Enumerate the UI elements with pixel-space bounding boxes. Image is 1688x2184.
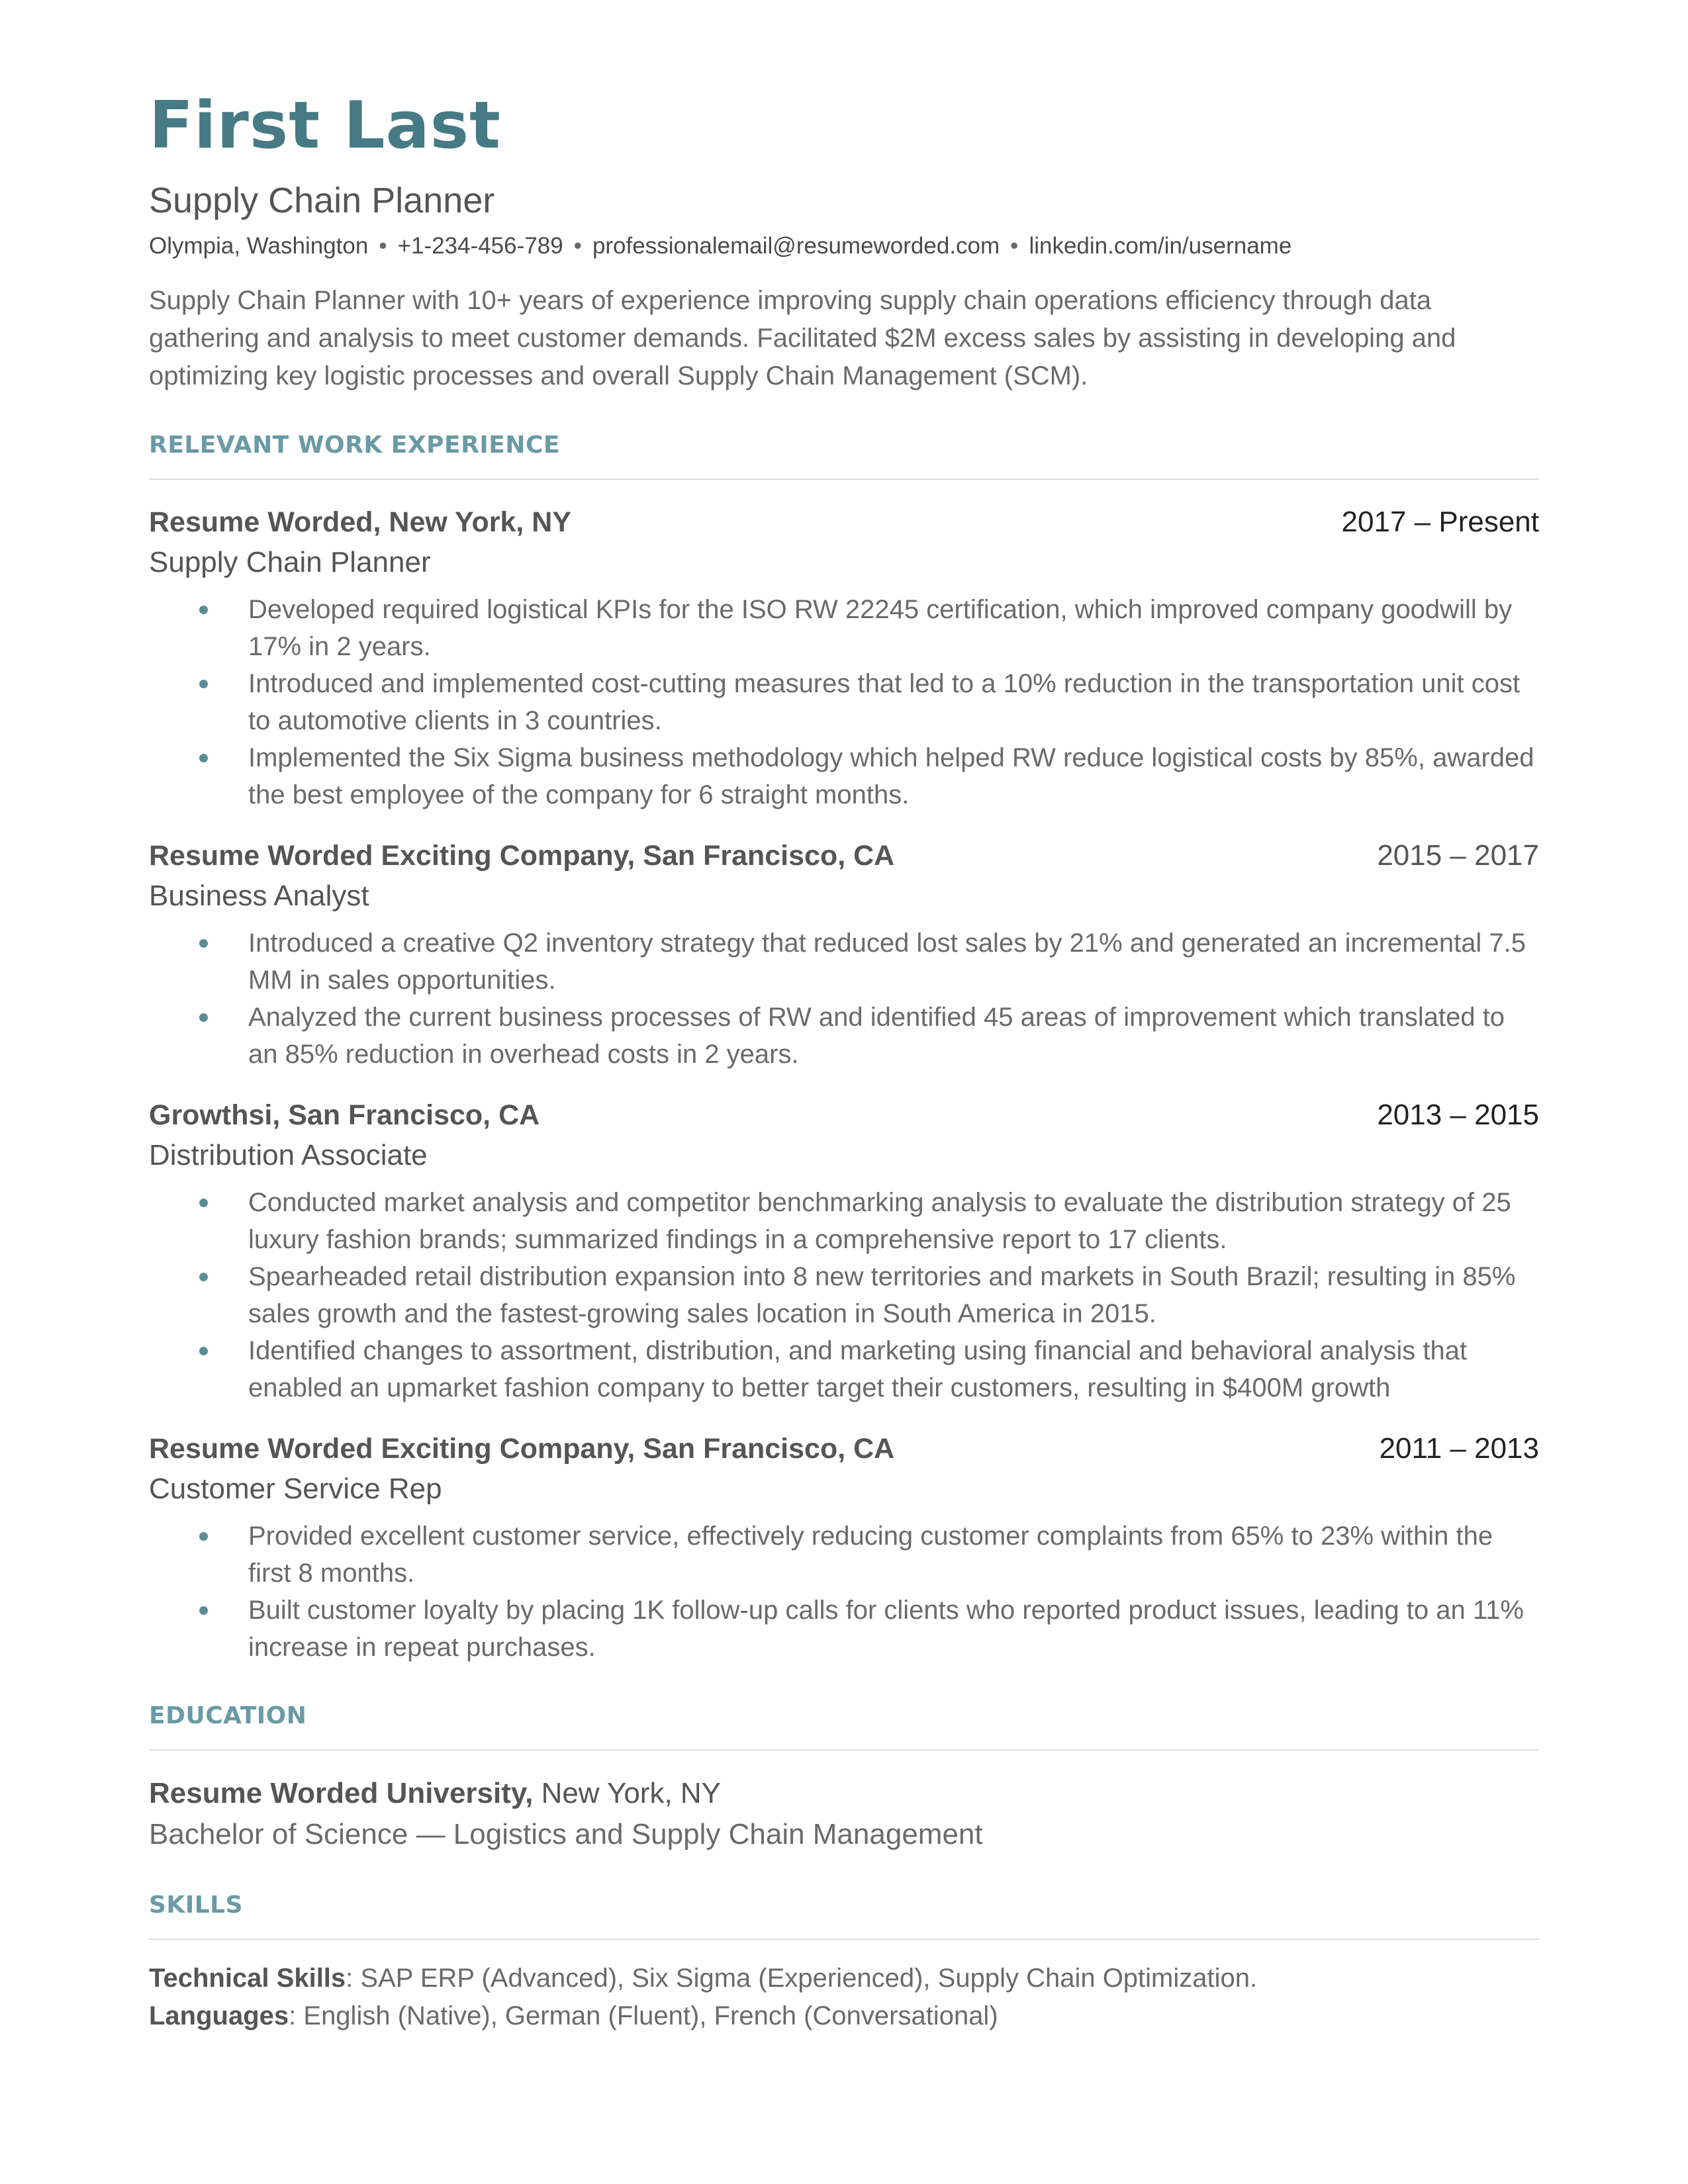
job-dates: 2013 – 2015 xyxy=(1377,1099,1539,1131)
job-bullets xyxy=(149,591,1539,813)
education-school-line xyxy=(149,1773,1539,1814)
summary-paragraph: Supply Chain Planner with 10+ years of experience improving supply chain operations efficiency through data gathering and analysis to meet customer demands. Facilitated $2M excess sales by assisting in developing and optimizing key logistic processes and overall Supply Chain Management (SCM). xyxy=(149,286,1456,390)
bullet-dot-icon xyxy=(199,1532,208,1541)
contact-line xyxy=(149,230,1539,262)
section-heading-experience: RELEVANT WORK EXPERIENCE xyxy=(149,432,560,459)
candidate-name: First Last xyxy=(149,88,501,163)
contact-email[interactable]: professionalemail@resumeworded.com xyxy=(592,233,1000,259)
job-title: Supply Chain Planner xyxy=(149,546,431,578)
bullet-dot-icon xyxy=(199,939,208,948)
resume-page xyxy=(149,86,1539,2035)
job-title: Business Analyst xyxy=(149,880,369,912)
job-title: Distribution Associate xyxy=(149,1139,428,1171)
job-bullet xyxy=(149,1592,1539,1666)
contact-separator: • xyxy=(1010,233,1019,259)
contact-linkedin[interactable]: linkedin.com/in/username xyxy=(1029,233,1292,259)
bullet-dot-icon xyxy=(199,1199,208,1207)
skills-languages-value: : English (Native), German (Fluent), French (Conversational) xyxy=(289,2001,998,2030)
job-title: Customer Service Rep xyxy=(149,1473,442,1505)
section-divider xyxy=(149,478,1539,480)
bullet-text: Built customer loyalty by placing 1K follow-up calls for clients who reported product issues, leading to an 11% increase in repeat purchases. xyxy=(248,1596,1524,1662)
bullet-text: Provided excellent customer service, effectively reducing customer complaints from 65% to 23% within the first 8 months. xyxy=(248,1522,1493,1588)
job-company: Growthsi, San Francisco, CA xyxy=(149,1099,540,1131)
job-dates: 2015 – 2017 xyxy=(1377,839,1539,872)
job-entry xyxy=(149,1095,1539,1406)
bullet-text: Conducted market analysis and competitor benchmarking analysis to evaluate the distribution strategy of 25 luxury fashion brands; summarized findings in a comprehensive report to 17 clients. xyxy=(248,1188,1511,1254)
job-bullet xyxy=(149,665,1539,739)
education-school: Resume Worded University, xyxy=(149,1777,534,1809)
job-bullet xyxy=(149,999,1539,1073)
job-company: Resume Worded, New York, NY xyxy=(149,506,572,538)
skills-languages xyxy=(149,1997,1539,2035)
education-location: New York, NY xyxy=(541,1777,722,1809)
job-bullet xyxy=(149,739,1539,813)
job-bullet xyxy=(149,1518,1539,1592)
section-heading-education: EDUCATION xyxy=(149,1702,307,1729)
job-bullets xyxy=(149,1184,1539,1406)
job-entry xyxy=(149,836,1539,1073)
job-entry xyxy=(149,502,1539,813)
contact-phone[interactable]: +1-234-456-789 xyxy=(397,233,563,259)
skills-languages-label: Languages xyxy=(149,2001,289,2030)
job-bullet xyxy=(149,1184,1539,1258)
section-divider xyxy=(149,1938,1539,1940)
skills-technical xyxy=(149,1960,1539,1997)
job-bullet xyxy=(149,591,1539,665)
bullet-dot-icon xyxy=(199,1606,208,1615)
bullet-text: Implemented the Six Sigma business methodology which helped RW reduce logistical costs by 85%, awarded the best employee of the company for 6 straight months. xyxy=(248,743,1534,809)
job-bullets xyxy=(149,1518,1539,1666)
section-divider xyxy=(149,1749,1539,1751)
skills-block xyxy=(149,1960,1539,2035)
bullet-text: Introduced a creative Q2 inventory strategy that reduced lost sales by 21% and generated an incremental 7.5 MM in sales opportunities. xyxy=(248,929,1526,995)
bullet-dot-icon xyxy=(199,754,208,762)
contact-separator: • xyxy=(379,233,387,259)
education-degree: Bachelor of Science — Logistics and Supply Chain Management xyxy=(149,1818,983,1850)
job-company: Resume Worded Exciting Company, San Francisco, CA xyxy=(149,1433,895,1465)
skills-technical-label: Technical Skills xyxy=(149,1964,346,1993)
contact-location: Olympia, Washington xyxy=(149,233,369,259)
bullet-dot-icon xyxy=(199,680,208,688)
contact-separator: • xyxy=(573,233,582,259)
job-bullets xyxy=(149,925,1539,1073)
job-entry xyxy=(149,1429,1539,1666)
bullet-text: Analyzed the current business processes of RW and identified 45 areas of improvement which translated to an 85% reduction in overhead costs in 2 years. xyxy=(248,1003,1505,1069)
bullet-dot-icon xyxy=(199,1273,208,1281)
bullet-dot-icon xyxy=(199,1013,208,1022)
bullet-dot-icon xyxy=(199,606,208,614)
candidate-role: Supply Chain Planner xyxy=(149,181,495,220)
section-heading-skills: SKILLS xyxy=(149,1891,244,1919)
job-company: Resume Worded Exciting Company, San Francisco, CA xyxy=(149,840,895,872)
bullet-text: Spearheaded retail distribution expansion into 8 new territories and markets in South Brazil; resulting in 85% sales growth and the fastest-growing sales location in South America in 2015. xyxy=(248,1262,1516,1328)
bullet-text: Identified changes to assortment, distribution, and marketing using financial and behavioral analysis that enabled an upmarket fashion company to better target their customers, resulting in $400M growth xyxy=(248,1336,1468,1402)
bullet-text: Introduced and implemented cost-cutting measures that led to a 10% reduction in the transportation unit cost to automotive clients in 3 countries. xyxy=(248,669,1521,735)
job-dates: 2017 – Present xyxy=(1341,506,1539,538)
bullet-text: Developed required logistical KPIs for the ISO RW 22245 certification, which improved company goodwill by 17% in 2 years. xyxy=(248,595,1513,661)
job-bullet xyxy=(149,1258,1539,1332)
job-bullet xyxy=(149,1332,1539,1406)
job-dates: 2011 – 2013 xyxy=(1379,1432,1539,1465)
skills-technical-value: : SAP ERP (Advanced), Six Sigma (Experienced), Supply Chain Optimization. xyxy=(346,1964,1258,1993)
job-bullet xyxy=(149,925,1539,999)
bullet-dot-icon xyxy=(199,1347,208,1355)
